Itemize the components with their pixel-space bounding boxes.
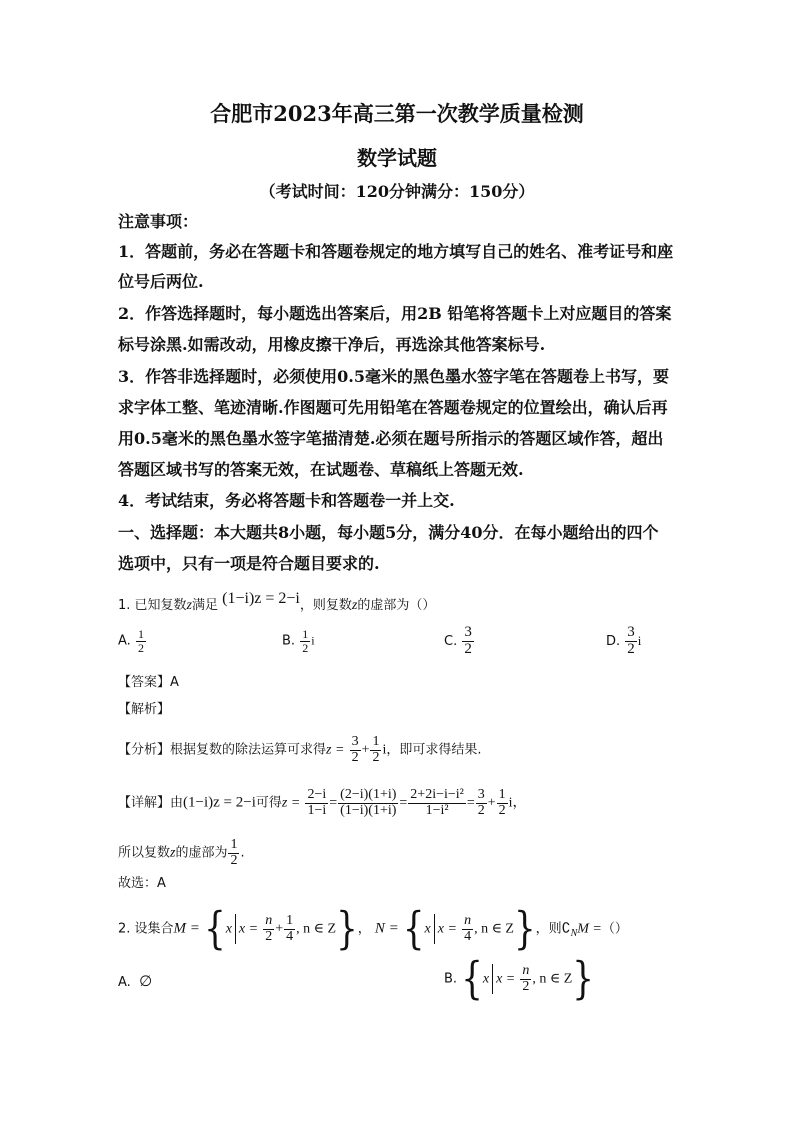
- left-brace: {: [461, 953, 483, 1005]
- left-brace: {: [204, 903, 226, 955]
- fraction: $\frac{(2-i)(1+i)}{(1-i)(1+i)}$: [340, 787, 397, 818]
- notice-line: 2．作答选择题时，每小题选出答案后，用2B 铅笔将答题卡上对应题目的答案: [118, 304, 672, 323]
- question-1-stem: 1. 已知复数z满足 (1−i)z = 2−i，则复数z的虚部为（）: [118, 590, 436, 613]
- question-2-stem: 2. 设集合M = {x x = $\frac{n}{2}$ + $\frac{1}{4}$ , n ∈ Z}， N = {x x = $\frac{n}{4}$ , n ∈ Z}，则$∁_NM$ =（）: [118, 903, 628, 955]
- option-d[interactable]: D. $\frac{3}{2}$ i: [606, 624, 642, 657]
- analysis-summary: 【分析】根据复数的除法运算可求得z = $\frac{3}{2}$ + $\frac{1}{2}$ i，即可求得结果.: [118, 734, 482, 765]
- conclusion: 所以复数z的虚部为 $\frac{1}{2}$ .: [118, 837, 245, 868]
- fraction: $\frac{3}{2}$: [351, 734, 359, 765]
- fraction: $\frac{1}{2}$: [230, 837, 238, 868]
- option-b[interactable]: B. $\frac{1}{2}$ i: [282, 627, 315, 655]
- choose-answer: 故选：A: [118, 876, 166, 891]
- notice-line: 4．考试结束，务必将答题卡和答题卷一并上交.: [118, 491, 455, 510]
- answer-label: 【答案】A: [118, 675, 179, 690]
- set-divider: [492, 964, 493, 994]
- exam-subtitle: 数学试题: [357, 146, 437, 170]
- option-c[interactable]: C. $\frac{3}{2}$: [444, 624, 472, 657]
- exam-info: （考试时间：120分钟满分：150分）: [259, 182, 535, 201]
- option-a[interactable]: A. $\frac{1}{2}$: [118, 627, 144, 655]
- fraction: $\frac{2-i}{1-i}$: [307, 787, 327, 818]
- fraction: $\frac{1}{2}$: [302, 627, 309, 655]
- right-brace: }: [572, 953, 594, 1005]
- right-brace: }: [336, 903, 358, 955]
- right-brace: }: [513, 903, 536, 955]
- set-divider: [235, 914, 236, 944]
- notice-line: 1．答题前，务必在答题卡和答题卷规定的地方填写自己的姓名、准考证号和座: [118, 242, 674, 261]
- fraction: $\frac{1}{2}$: [498, 787, 506, 818]
- fraction: $\frac{3}{2}$: [477, 787, 485, 818]
- fraction: $\frac{1}{2}$: [137, 627, 144, 655]
- notice-line: 标号涂黑.如需改动，用橡皮擦干净后，再选涂其他答案标号.: [118, 335, 546, 354]
- fraction: $\frac{1}{2}$: [372, 734, 380, 765]
- fraction: $\frac{3}{2}$: [627, 624, 635, 657]
- detailed-solution: 【详解】由(1−i)z = 2−i可得z = $\frac{2-i}{1-i}$ = $\frac{(2-i)(1+i)}{(1-i)(1+i)}$ = $\frac{\text{2+2i−i−i²}}{\text{1−i²}}$ = $\frac{3}{2}$ + $\frac{1}{2}$ i，: [118, 787, 527, 818]
- analysis-label: 【解析】: [118, 702, 171, 717]
- fraction: $\frac{\text{2+2i−i−i²}}{\text{1−i²}}$: [410, 787, 464, 818]
- exam-title: 合肥市2023年高三第一次教学质量检测: [210, 101, 584, 126]
- equation: (1−i)z = 2−i: [222, 590, 300, 607]
- left-brace: {: [402, 903, 425, 955]
- section-heading: 一、选择题：本大题共8小题，每小题5分，满分40分．在每小题给出的四个: [118, 523, 659, 542]
- notice-line: 求字体工整、笔迹清晰.作图题可先用铅笔在答题卷规定的位置绘出，确认后再: [118, 398, 668, 417]
- fraction: $\frac{n}{4}$: [464, 912, 472, 944]
- notice-line: 答题区域书写的答案无效，在试题卷、草稿纸上答题无效.: [118, 460, 524, 479]
- fraction: $\frac{3}{2}$: [464, 624, 472, 657]
- fraction: $\frac{n}{2}$: [265, 912, 273, 944]
- fraction: $\frac{1}{4}$: [286, 912, 294, 944]
- section-heading: 选项中，只有一项是符合题目要求的.: [118, 554, 380, 573]
- notice-heading: 注意事项：: [118, 212, 199, 231]
- fraction: $\frac{n}{2}$: [522, 962, 530, 994]
- set-divider: [434, 914, 435, 944]
- option-a[interactable]: A. ∅: [118, 974, 153, 990]
- option-b[interactable]: B. {x x = $\frac{n}{2}$ , n ∈ Z}: [444, 953, 594, 1005]
- notice-line: 3．作答非选择题时，必须使用0.5毫米的黑色墨水签字笔在答题卷上书写，要: [118, 367, 669, 386]
- notice-line: 位号后两位.: [118, 272, 204, 291]
- notice-line: 用0.5毫米的黑色墨水签字笔描清楚.必须在题号所指示的答题区域作答，超出: [118, 429, 664, 448]
